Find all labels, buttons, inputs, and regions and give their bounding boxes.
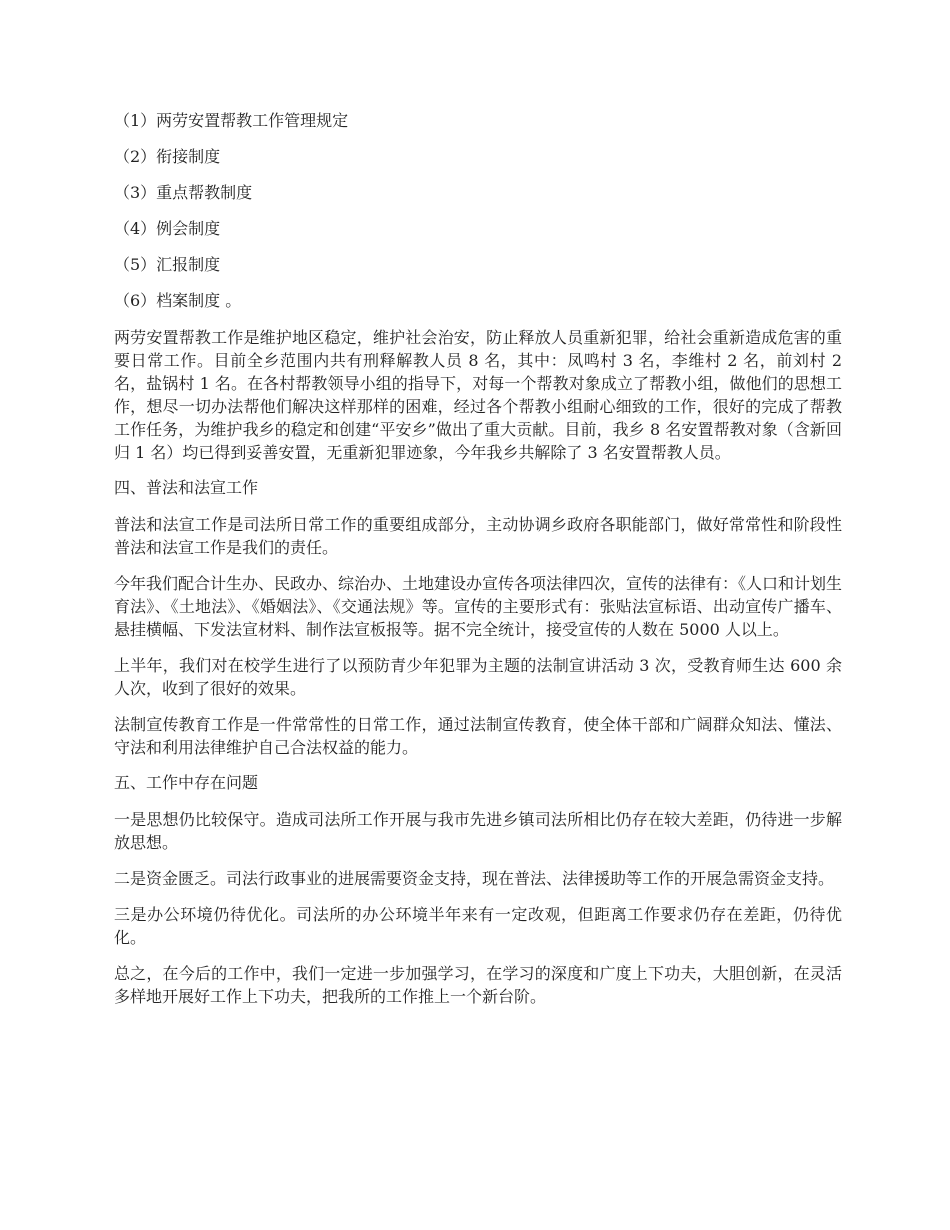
section-heading-4: 四、普法和法宣工作 bbox=[114, 478, 259, 497]
paragraph-legal-education: 法制宣传教育工作是一件常常性的日常工作，通过法制宣传教育，使全体干部和广阔群众知法、懂法、守法和利用法律维护自己合法权益的能力。 bbox=[114, 715, 842, 757]
paragraph-conclusion: 总之，在今后的工作中，我们一定进一步加强学习，在学习的深度和广度上下功夫，大胆创新，在灵活多样地开展好工作上下功夫，把我所的工作推上一个新台阶。 bbox=[114, 964, 842, 1006]
paragraph-student-lectures: 上半年，我们对在校学生进行了以预防青少年犯罪为主题的法制宣讲活动 3 次，受教育师生达 600 余人次，收到了很好的效果。 bbox=[114, 656, 842, 698]
list-item: （6）档案制度 。 bbox=[114, 291, 242, 310]
paragraph-legal-publicity-intro: 普法和法宣工作是司法所日常工作的重要组成部分，主动协调乡政府各职能部门，做好常常性和阶段性普法和法宣工作是我们的责任。 bbox=[114, 515, 842, 557]
list-item: （4）例会制度 bbox=[114, 219, 221, 238]
paragraph-problem-2: 二是资金匮乏。司法行政事业的进展需要资金支持，现在普法、法律援助等工作的开展急需资金支持。 bbox=[114, 869, 835, 888]
list-item: （2）衔接制度 bbox=[114, 147, 221, 166]
list-item: （1）两劳安置帮教工作管理规定 bbox=[114, 111, 349, 130]
paragraph-problem-1: 一是思想仍比较保守。造成司法所工作开展与我市先进乡镇司法所相比仍存在较大差距，仍待进一步解放思想。 bbox=[114, 810, 842, 852]
document-body bbox=[114, 110, 842, 1021]
paragraph-problem-3: 三是办公环境仍待优化。司法所的办公环境半年来有一定改观，但距离工作要求仍存在差距，仍待优化。 bbox=[114, 905, 842, 947]
paragraph-resettlement: 两劳安置帮教工作是维护地区稳定，维护社会治安，防止释放人员重新犯罪，给社会重新造成危害的重要日常工作。目前全乡范围内共有刑释解教人员 8 名，其中：凤鸣村 3 名，李维村 2 名，前刘村 2 名，盐锅村 1 名。在各村帮教领导小组的指导下，对每一个帮教对象成立了帮教小组，做他们的思想工作，想尽一切办法帮他们解决这样那样的困难，经过各个帮教小组耐心细致的工作，很好的完成了帮教工作任务，为维护我乡的稳定和创建“平安乡”做出了重大贡献。目前，我乡 8 名安置帮教对象（含新回归 1 名）均已得到妥善安置，无重新犯罪迹象，今年我乡共解除了 3 名安置帮教人员。 bbox=[114, 328, 842, 462]
list-item: （5）汇报制度 bbox=[114, 255, 221, 274]
list-item: （3）重点帮教制度 bbox=[114, 183, 253, 202]
paragraph-legal-publicity-activities: 今年我们配合计生办、民政办、综治办、土地建设办宣传各项法律四次，宣传的法律有：《人口和计划生育法》、《土地法》、《婚姻法》、《交通法规》等。宣传的主要形式有：张贴法宣标语、出动宣传广播车、悬挂横幅、下发法宣材料、制作法宣板报等。据不完全统计，接受宣传的人数在 5000 人以上。 bbox=[114, 574, 843, 639]
section-heading-5: 五、工作中存在问题 bbox=[114, 773, 259, 792]
